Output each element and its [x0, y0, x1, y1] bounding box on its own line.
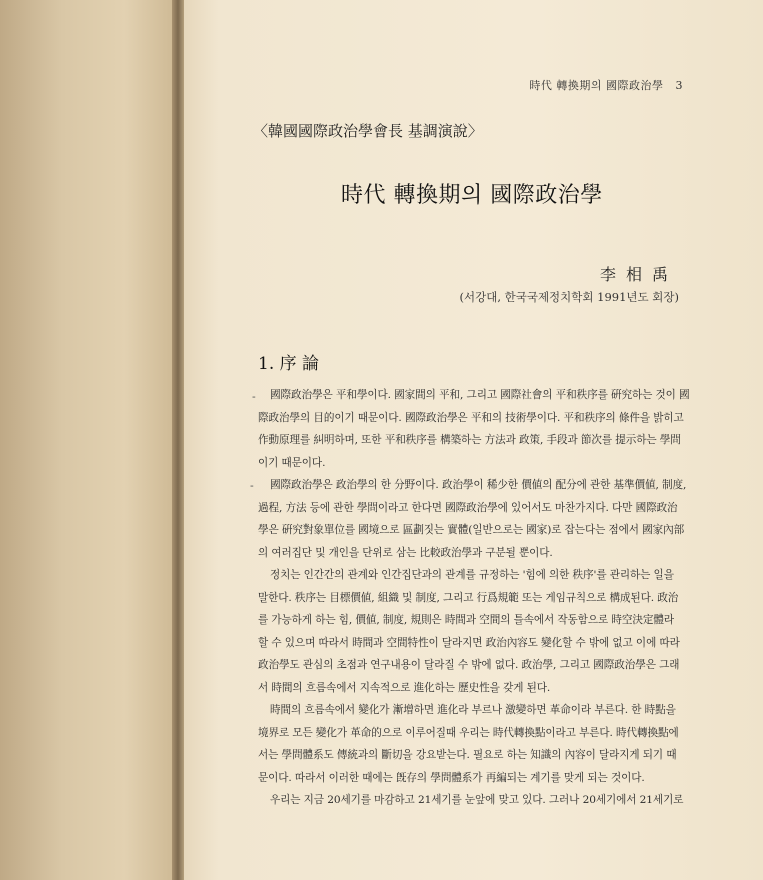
book-gutter: [172, 0, 184, 880]
text-line: 할 수 있으며 따라서 時間과 空間特性이 달라지면 政治內容도 變化할 수 밖에 없고 이에 따라: [258, 636, 680, 649]
text-line: 國際政治學은 平和學이다. 國家間의 平和, 그리고 國際社會의 平和秩序를 硏究하는 것이 國: [270, 389, 690, 401]
text-line: 정치는 인간간의 관계와 인간집단과의 관계를 규정하는 '힘에 의한 秩序'를 관리하는 일을: [270, 569, 674, 581]
text-line: 서 時間의 흐름속에서 지속적으로 進化하는 歷史性을 갖게 된다.: [258, 681, 551, 694]
running-header: [529, 77, 683, 93]
author-affiliation: (서강대, 한국국제정치학회 1991년도 회장): [459, 290, 679, 304]
page-number: 3: [675, 79, 683, 92]
subtitle: 〈韓國國際政治學會長 基調演說〉: [253, 122, 483, 140]
text-line: 이기 때문이다.: [258, 456, 326, 469]
left-page: [0, 0, 178, 880]
margin-mark: -: [250, 479, 254, 492]
page-title: 時代 轉換期의 國際政治學: [341, 183, 603, 208]
text-line: 過程, 方法 등에 관한 學問이라고 한다면 國際政治學에 있어서도 마찬가지다. 다만 國際政治: [258, 501, 678, 514]
text-line: 境界로 모든 變化가 革命的으로 이루어질때 우리는 時代轉換點이라고 부른다. 時代轉換點에: [258, 726, 679, 739]
text-line: 政治學도 관심의 초점과 연구내용이 달라질 수 밖에 없다. 政治學, 그리고 國際政治學은 그래: [258, 659, 680, 671]
body-text: [258, 384, 688, 812]
text-line: 문이다. 따라서 이러한 때에는 旣存의 學問體系가 再編되는 계기를 맞게 되는 것이다.: [258, 771, 645, 784]
text-line: 際政治學의 目的이기 때문이다. 國際政治學은 平和의 技術學이다. 平和秩序의 條件을 밝히고: [258, 411, 684, 424]
text-line: 國際政治學은 政治學의 한 分野이다. 政治學이 稀少한 價値의 配分에 관한 基準價値, 制度,: [270, 479, 687, 491]
text-line: 우리는 지금 20세기를 마감하고 21세기를 눈앞에 맞고 있다. 그러나 20세기에서 21세기로: [270, 794, 684, 806]
text-line: 作動原理를 糾明하며, 또한 平和秩序를 構築하는 方法과 政策, 手段과 節次를 提示하는 學問: [258, 434, 681, 446]
text-line: 學은 硏究對象單位를 國境으로 區劃짓는 實體(일반으로는 國家)로 잡는다는 점에서 國家內部: [258, 524, 685, 536]
text-line: 말한다. 秩序는 目標價値, 組織 및 制度, 그리고 行爲規範 또는 게임규칙으로 構成된다. 政治: [258, 591, 679, 604]
author-name: 李相禹: [599, 265, 678, 284]
text-line: 時間의 흐름속에서 變化가 漸增하면 進化라 부르나 激變하면 革命이라 부른다. 한 時點을: [270, 704, 676, 716]
section-heading: 1. 序 論: [258, 354, 320, 374]
margin-mark: -: [252, 390, 256, 403]
text-line: 의 여러집단 및 개인을 단위로 삼는 比較政治學과 구분될 뿐이다.: [258, 546, 553, 559]
text-line: 서는 學問體系도 傳統과의 斷切을 강요받는다. 필요로 하는 知識의 內容이 달라지게 되기 때: [258, 749, 677, 761]
running-title: 時代 轉換期의 國際政治學: [529, 79, 664, 92]
text-line: 를 가능하게 하는 힘, 價値, 制度, 規則은 時間과 空間의 틀속에서 작동함으로 時空決定體라: [258, 614, 674, 626]
